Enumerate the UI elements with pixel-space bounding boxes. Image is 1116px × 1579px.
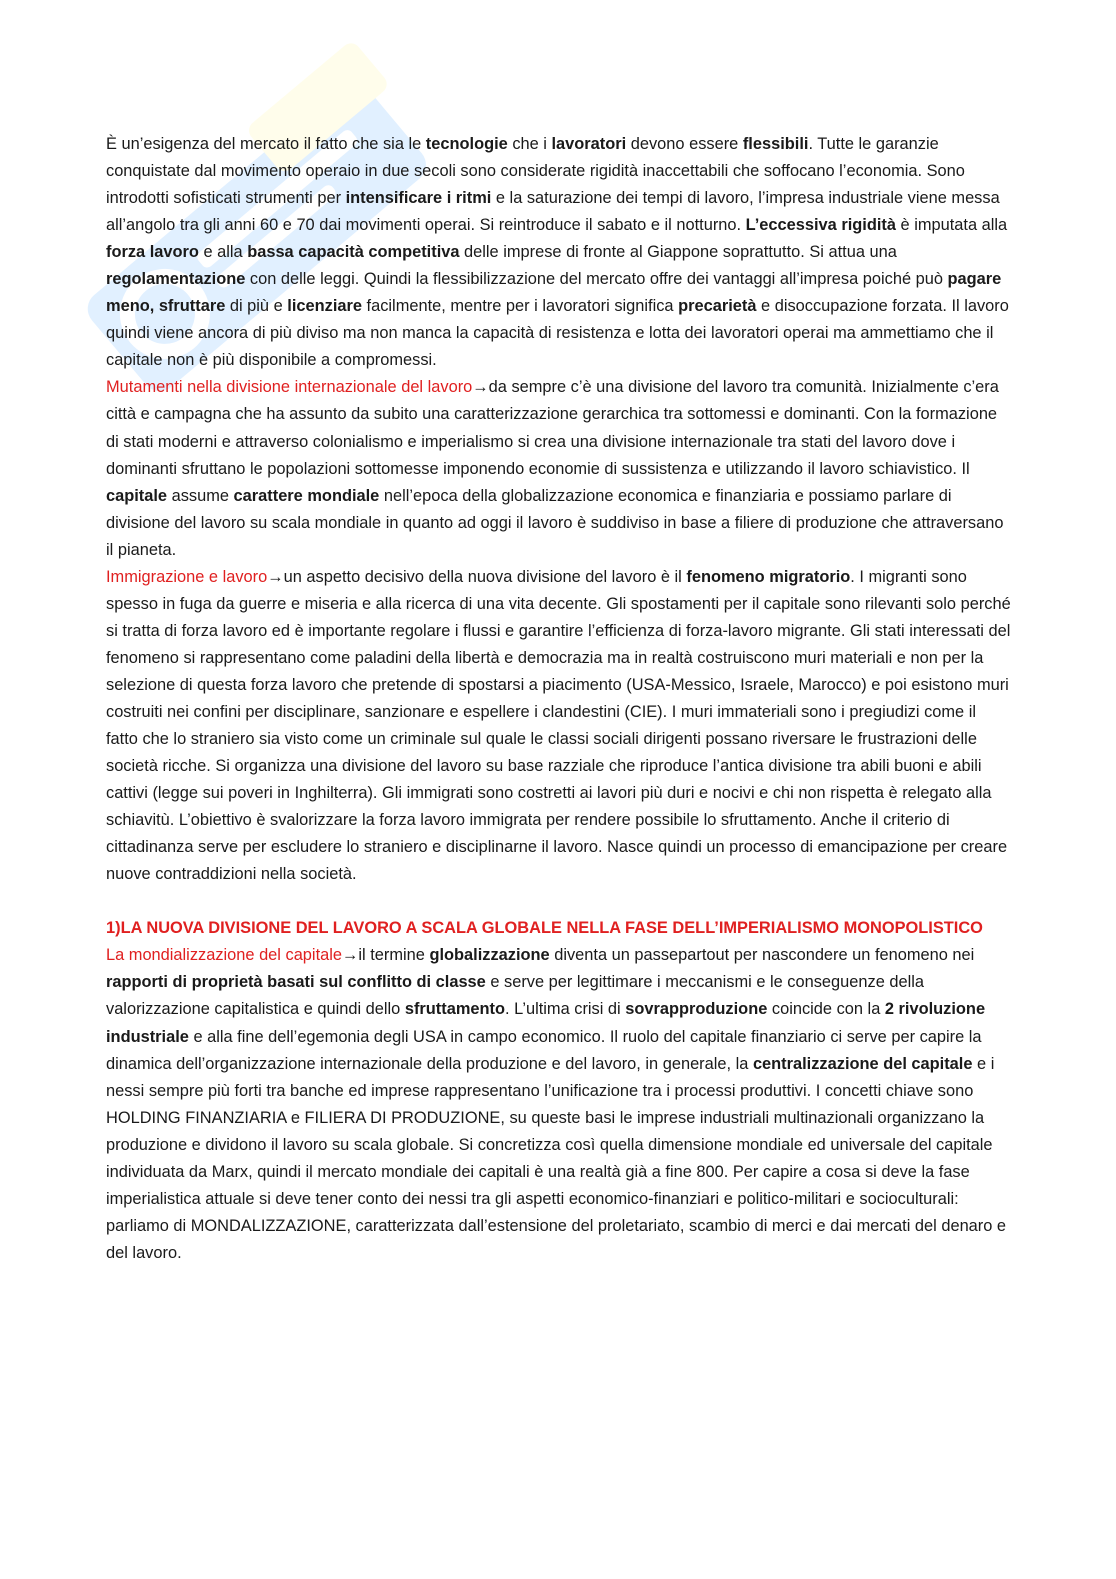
text-run: . Tutte le garanzie conquistate dal movimento operaio in due secoli sono considerate rigidità inaccettabili che soffocano l’economia. Sono introdotti sofisticati strumenti per [106, 135, 965, 208]
bold-term: regolamentazione [106, 270, 246, 289]
text-run: . L’ultima crisi di [505, 1000, 626, 1019]
text-run: e i nessi sempre più forti tra banche ed imprese rappresentano l’unificazione tra i processi produttivi. I concetti chiave sono HOLDING FINANZIARIA e FILIERA DI PRODUZIONE, su queste basi le imprese industriali multinazionali organizzano la produzione e dividono il lavoro su scala globale. Si concretizza così quella dimensione mondiale ed universale del capitale individuata da Marx, quindi il mercato mondiale dei capitali è una realtà già a fine 800. Per capire a cosa si deve la fase imperialistica attuale si deve tener conto dei nessi tra gli aspetti economico-finanziari e politico-militari e socioculturali: parliamo di MONDALIZZAZIONE, caratterizzata dall’estensione del proletariato, scambio di merci e dai mercati del denaro e del lavoro. [106, 1054, 1007, 1262]
section-label: Immigrazione e lavoro [106, 567, 268, 586]
bold-term: lavoratori [551, 135, 627, 153]
text-run: delle imprese di fronte al Giappone soprattutto. Si attua una [459, 243, 897, 262]
arrow-icon: → [342, 946, 359, 965]
blank-line [106, 888, 1011, 915]
bold-term: tecnologie [425, 135, 508, 153]
section-label: Mutamenti nella divisione internazionale del lavoro [106, 378, 473, 397]
bold-term: pagare meno, sfruttare [106, 270, 1002, 316]
text-run: con delle leggi. Quindi la flessibilizzazione del mercato offre dei vantaggi all’impresa poiché può [245, 270, 948, 289]
text-run: il termine [358, 946, 430, 965]
bold-term: fenomeno migratorio [686, 567, 851, 586]
bold-term: sfruttamento [404, 1000, 506, 1019]
text-run: e alla [198, 243, 248, 262]
bold-term: sovrapproduzione [625, 1000, 768, 1019]
bold-term: precarietà [678, 297, 757, 316]
text-run: un aspetto decisivo della nuova divisione del lavoro è il [283, 567, 687, 586]
paragraph-immigration [106, 564, 1011, 889]
bold-term: globalizzazione [429, 946, 550, 965]
bold-term: L’eccessiva rigidità [745, 216, 896, 235]
bold-term: capitale [106, 486, 168, 505]
text-run: e la saturazione dei tempi di lavoro, l’impresa industriale viene messa all’angolo tra gli anni 60 e 70 dai movimenti operai. Si reintroduce il sabato e il notturno. [106, 189, 1000, 235]
text-run: e alla fine dell’egemonia degli USA in campo economico. Il ruolo del capitale finanziario ci serve per capire la dinamica dell’organizzazione internazionale della produzione e del lavoro, in generale, la [106, 1027, 982, 1073]
text-run: di più e [225, 297, 288, 316]
bold-term: flessibili [742, 135, 809, 153]
bold-term: centralizzazione del capitale [752, 1054, 973, 1073]
paragraph-globalization [106, 942, 1011, 1267]
bold-term: 2 rivoluzione industriale [106, 1000, 986, 1046]
text-run: assume [167, 486, 234, 505]
bold-term: rapporti di proprietà basati sul conflitto di classe [106, 973, 486, 992]
section-label: La mondializzazione del capitale [106, 946, 342, 965]
text-run: diventa un passepartout per nascondere un fenomeno nei [549, 946, 975, 965]
arrow-icon: → [267, 567, 284, 586]
text-run: coincide con la [767, 1000, 885, 1019]
bold-term: licenziare [287, 297, 362, 316]
text-run: che i [507, 135, 552, 153]
paragraph-flexibility [106, 131, 1011, 374]
text-run: . I migranti sono spesso in fuga da guerre e miseria e alla ricerca di una vita decente. Gli spostamenti per il capitale sono rilevanti solo perché si tratta di forza lavoro ed è importante regolare i flussi e garantire l’efficienza di forza-lavoro migrante. Gli stati interessati del fenomeno si rappresentano come paladini della libertà e democrazia ma in realtà costruiscono muri materiali e non per la selezione di questa forza lavoro che pretende di spostarsi a piacimento (USA-Messico, Israele, Marocco) e poi esistono muri costruiti nei confini per disciplinare, sanzionare e espellere i clandestini (CIE). I muri immateriali sono i pregiudizi come il fatto che lo straniero sia visto come un criminale sul quale le classi sociali dirigenti possano riversare le frustrazioni delle società ricche. Si organizza una divisione del lavoro su base razziale che riproduce l’antica divisione tra abili buoni e abili cattivi (legge sui poveri in Inghilterra). Gli immigrati sono costretti ai lavori più duri e nocivi e chi non rispetta è relegato alla schiavitù. L’obiettivo è svalorizzare la forza lavoro immigrata per rendere possibile lo sfruttamento. Anche il criterio di cittadinanza serve per escludere lo straniero e disciplinarne il lavoro. Nasce quindi un processo di emancipazione per creare nuove contraddizioni nella società. [106, 567, 1011, 884]
text-run: da sempre c’è una divisione del lavoro tra comunità. Inizialmente c’era città e campagna che ha assunto da subito una caratterizzazione gerarchica tra sottomessi e dominanti. Con la formazione di stati moderni e attraverso colonialismo e imperialismo si crea una divisione internazionale tra stati del lavoro dove i dominanti sfruttano le popolazioni sottomesse imponendo economie di sussistenza e utilizzando il lavoro schiavistico. Il [106, 378, 999, 478]
text-run: e disoccupazione forzata. Il lavoro quindi viene ancora di più diviso ma non manca la capacità di resistenza e lotta dei lavoratori operai ma ammettiamo che il capitale non è più disponibile a compromessi. [106, 297, 1009, 370]
document-page [106, 131, 1011, 1267]
bold-term: forza lavoro [106, 243, 199, 262]
bold-term: intensificare i ritmi [345, 189, 492, 208]
text-run: nell’epoca della globalizzazione economica e finanziaria e possiamo parlare di divisione del lavoro su scala mondiale in quanto ad oggi il lavoro è suddiviso in base a filiere di produzione che attraversano il pianeta. [106, 486, 1004, 559]
text-run: devono essere [626, 135, 743, 153]
text-run: È un’esigenza del mercato il fatto che sia le [106, 135, 426, 153]
bold-term: carattere mondiale [233, 486, 380, 505]
text-run: facilmente, mentre per i lavoratori significa [362, 297, 679, 316]
section-heading: 1)LA NUOVA DIVISIONE DEL LAVORO A SCALA GLOBALE NELLA FASE DELL’IMPERIALISMO MONOPOLISTICO [106, 919, 983, 938]
bold-term: bassa capacità competitiva [247, 243, 460, 262]
paragraph-international-division [106, 374, 1011, 563]
text-run: e serve per legittimare i meccanismi e le conseguenze della valorizzazione capitalistica e quindi dello [106, 973, 925, 1019]
text-run: è imputata alla [895, 216, 1008, 235]
arrow-icon: → [472, 378, 489, 397]
